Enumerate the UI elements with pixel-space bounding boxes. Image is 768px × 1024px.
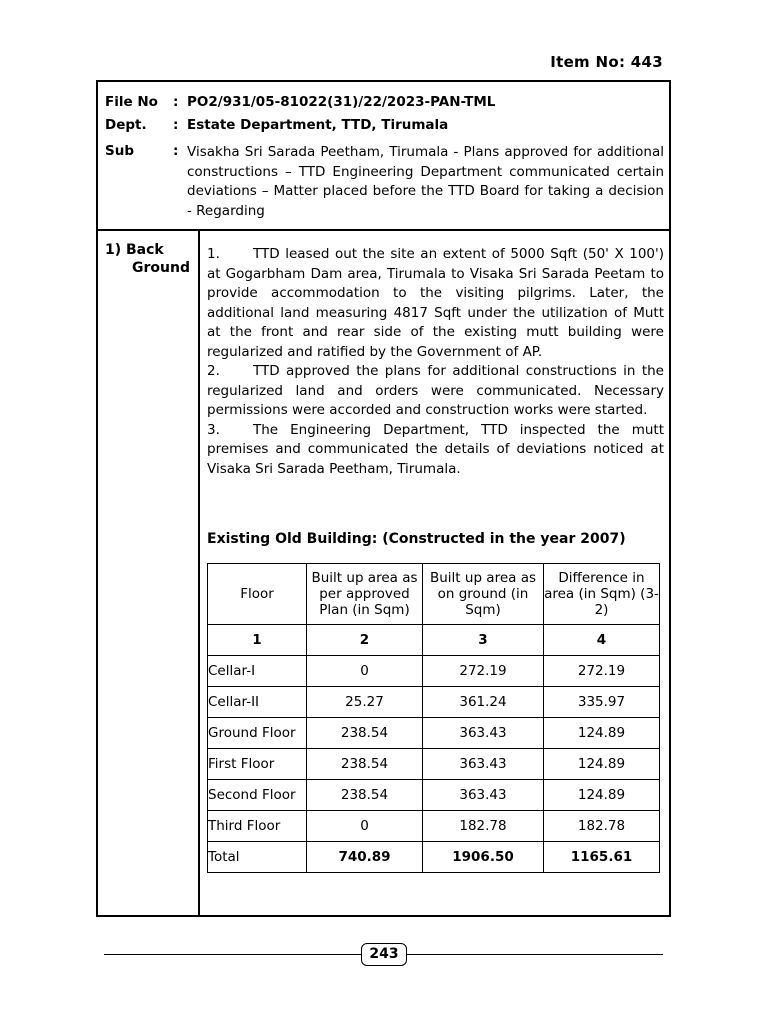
table-cell: 0	[307, 656, 423, 687]
total-cell: 1165.61	[544, 842, 660, 873]
footer-rule-left	[104, 954, 361, 955]
column-number: 1	[208, 625, 307, 656]
file-no-label: File No	[105, 94, 158, 110]
table-row	[208, 687, 660, 718]
paragraph-number: 3.	[207, 421, 220, 438]
table-cell: 124.89	[544, 718, 660, 749]
table-cell: 272.19	[544, 656, 660, 687]
table-header-row	[208, 564, 660, 625]
item-number: Item No: 443	[550, 53, 663, 71]
paragraph-number: 2.	[207, 363, 220, 379]
table-section-title: Existing Old Building: (Constructed in the year 2007)	[207, 531, 626, 547]
paragraph-2	[207, 362, 664, 421]
table-header-cell: Built up area as on ground (in Sqm)	[423, 564, 544, 625]
table-cell: Ground Floor	[208, 718, 307, 749]
total-cell: 740.89	[307, 842, 423, 873]
table-row	[208, 749, 660, 780]
table-cell: Third Floor	[208, 811, 307, 842]
total-label: Total	[208, 842, 307, 873]
section-label	[105, 241, 190, 277]
table-cell: 0	[307, 811, 423, 842]
background-text	[207, 245, 664, 479]
column-number: 3	[423, 625, 544, 656]
building-area-table	[207, 563, 660, 873]
table-cell: 363.43	[423, 749, 544, 780]
total-cell: 1906.50	[423, 842, 544, 873]
file-no-value: PO2/931/05-81022(31)/22/2023-PAN-TML	[187, 94, 496, 110]
paragraph-number: 1.	[207, 246, 220, 262]
table-cell: 182.78	[423, 811, 544, 842]
table-cell: Cellar-II	[208, 687, 307, 718]
section-label-line2: Ground	[132, 260, 190, 276]
note-frame	[96, 80, 671, 917]
paragraph-1	[207, 245, 664, 362]
table-cell: 182.78	[544, 811, 660, 842]
table-cell: 363.43	[423, 718, 544, 749]
table-total-row	[208, 842, 660, 873]
table-cell: 238.54	[307, 780, 423, 811]
table-row	[208, 656, 660, 687]
table-row	[208, 780, 660, 811]
colon: :	[173, 94, 179, 110]
header-section	[98, 82, 669, 231]
paragraph-text: The Engineering Department, TTD inspected the mutt premises and communicated the details of deviations noticed at Visaka Sri Sarada Peetham, Tirumala.	[207, 421, 664, 477]
paragraph-text: TTD leased out the site an extent of 5000 Sqft (50' X 100') at Gogarbham Dam area, Tirumala to Visaka Sri Sarada Peetam to provide accommodation to the visiting pilgrims. Later, the additional land measuring 4817 Sqft under the utilization of Mutt at the front and rear side of the existing mutt building were regularized and ratified by the Government of AP.	[207, 246, 664, 360]
column-number: 2	[307, 625, 423, 656]
paragraph-text: TTD approved the plans for additional constructions in the regularized land and orders were communicated. Necessary permissions were accorded and construction works were started.	[207, 363, 664, 418]
sub-label: Sub	[105, 143, 134, 159]
table-cell: Second Floor	[208, 780, 307, 811]
column-divider	[198, 229, 200, 915]
colon: :	[173, 143, 179, 159]
dept-value: Estate Department, TTD, Tirumala	[187, 117, 449, 133]
table-cell: 272.19	[423, 656, 544, 687]
table-row	[208, 718, 660, 749]
table-cell: 335.97	[544, 687, 660, 718]
table-cell: 124.89	[544, 749, 660, 780]
table-cell: 25.27	[307, 687, 423, 718]
table-cell: 363.43	[423, 780, 544, 811]
table-cell: Cellar-I	[208, 656, 307, 687]
table-cell: 238.54	[307, 718, 423, 749]
table-header-cell: Floor	[208, 564, 307, 625]
table-header-cell: Difference in area (in Sqm) (3-2)	[544, 564, 660, 625]
table-row	[208, 811, 660, 842]
table-header-cell: Built up area as per approved Plan (in Sqm)	[307, 564, 423, 625]
footer-rule-right	[405, 954, 663, 955]
sub-value: Visakha Sri Sarada Peetham, Tirumala - Plans approved for additional constructions – TTD Engineering Department communicated certain deviations – Matter placed before the TTD Board for taking a decision - Regarding	[187, 144, 664, 219]
section-label-line1: 1) Back	[105, 242, 164, 258]
column-number-row	[208, 625, 660, 656]
paragraph-3	[207, 421, 664, 480]
table-cell: 361.24	[423, 687, 544, 718]
colon: :	[173, 117, 179, 133]
column-number: 4	[544, 625, 660, 656]
page-number: 243	[361, 943, 407, 966]
dept-label: Dept.	[105, 117, 147, 133]
table-cell: 124.89	[544, 780, 660, 811]
table-cell: First Floor	[208, 749, 307, 780]
table-cell: 238.54	[307, 749, 423, 780]
